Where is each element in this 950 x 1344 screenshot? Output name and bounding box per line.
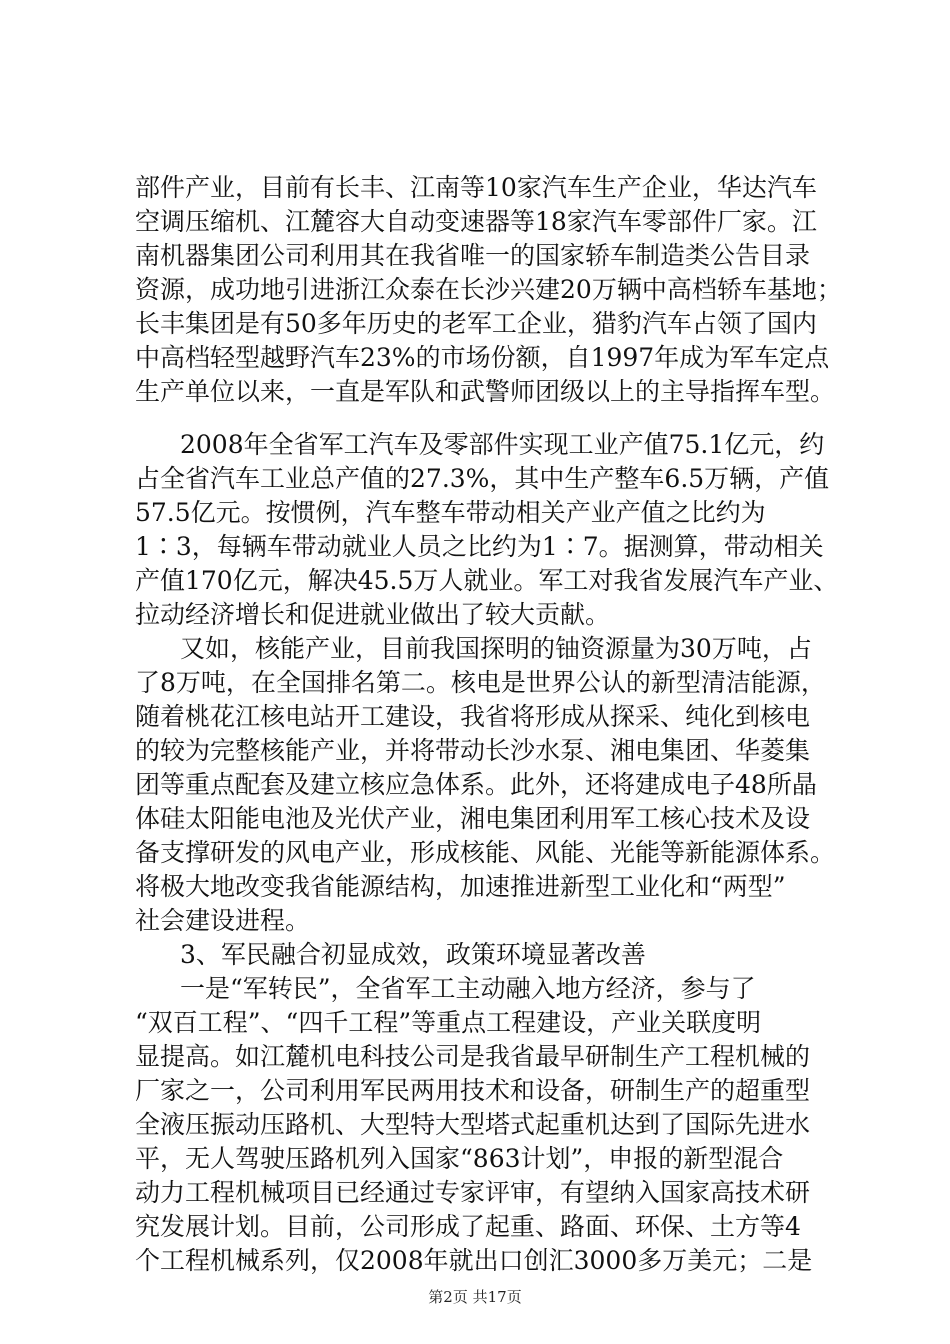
text-line: 个工程机械系列，仅2008年就出口创汇3000多万美元；二是 (135, 1246, 813, 1275)
text-line: 一是“军转民”，全省军工主动融入地方经济，参与了 (180, 974, 756, 1003)
text-line: 全液压振动压路机、大型特大型塔式起重机达到了国际先进水 (135, 1110, 811, 1139)
text-line: 显提高。如江麓机电科技公司是我省最早研制生产工程机械的 (135, 1042, 811, 1071)
text-line: 部件产业，目前有长丰、江南等10家汽车生产企业，华达汽车 (135, 173, 817, 202)
text-line: 体硅太阳能电池及光伏产业，湘电集团利用军工核心技术及设 (135, 804, 811, 833)
text-line: 2008年全省军工汽车及零部件实现工业产值75.1亿元，约 (180, 430, 825, 459)
text-line: 资源，成功地引进浙江众泰在长沙兴建20万辆中高档轿车基地； (135, 275, 842, 304)
text-line: 生产单位以来，一直是军队和武警师团级以上的主导指挥车型。 (135, 377, 836, 406)
text-line: 拉动经济增长和促进就业做出了较大贡献。 (135, 600, 611, 629)
text-line: 随着桃花江核电站开工建设，我省将形成从探采、纯化到核电 (135, 702, 811, 731)
text-line: 平，无人驾驶压路机列入国家“863计划”，申报的新型混合 (135, 1144, 784, 1173)
text-line: 中高档轻型越野汽车23%的市场份额，自1997年成为军车定点 (135, 343, 830, 372)
text-line: 产值170亿元，解决45.5万人就业。军工对我省发展汽车产业、 (135, 566, 839, 595)
text-line: 了8万吨，在全国排名第二。核电是世界公认的新型清洁能源， (135, 668, 826, 697)
page-footer: 第2页 共17页 (428, 1288, 522, 1306)
text-line: 南机器集团公司利用其在我省唯一的国家轿车制造类公告目录 (135, 241, 811, 270)
text-line: 将极大地改变我省能源结构，加速推进新型工业化和“两型” (135, 872, 786, 901)
text-line: 长丰集团是有50多年历史的老军工企业，猎豹汽车占领了国内 (135, 309, 817, 338)
text-line: 57.5亿元。按惯例，汽车整车带动相关产业产值之比约为 (135, 498, 766, 527)
text-line: 究发展计划。目前，公司形成了起重、路面、环保、土方等4 (135, 1212, 801, 1241)
text-line: 团等重点配套及建立核应急体系。此外，还将建成电子48所晶 (135, 770, 817, 799)
text-line: “双百工程”、“四千工程”等重点工程建设，产业关联度明 (135, 1008, 762, 1037)
text-line: 备支撑研发的风电产业，形成核能、风能、光能等新能源体系。 (135, 838, 836, 867)
text-line: 社会建设进程。 (135, 906, 311, 935)
text-line: 占全省汽车工业总产值的27.3%，其中生产整车6.5万辆，产值 (135, 464, 830, 493)
text-line: 又如，核能产业，目前我国探明的铀资源量为30万吨，占 (180, 634, 812, 663)
text-line: 空调压缩机、江麓容大自动变速器等18家汽车零部件厂家。江 (135, 207, 817, 236)
text-line: 1∶3，每辆车带动就业人员之比约为1∶7。据测算，带动相关 (135, 532, 824, 561)
section-heading: 3、军民融合初显成效，政策环境显著改善 (180, 940, 646, 969)
text-line: 动力工程机械项目已经通过专家评审，有望纳入国家高技术研 (135, 1178, 811, 1207)
text-line: 厂家之一，公司利用军民两用技术和设备，研制生产的超重型 (135, 1076, 811, 1105)
text-line: 的较为完整核能产业，并将带动长沙水泵、湘电集团、华菱集 (135, 736, 811, 765)
